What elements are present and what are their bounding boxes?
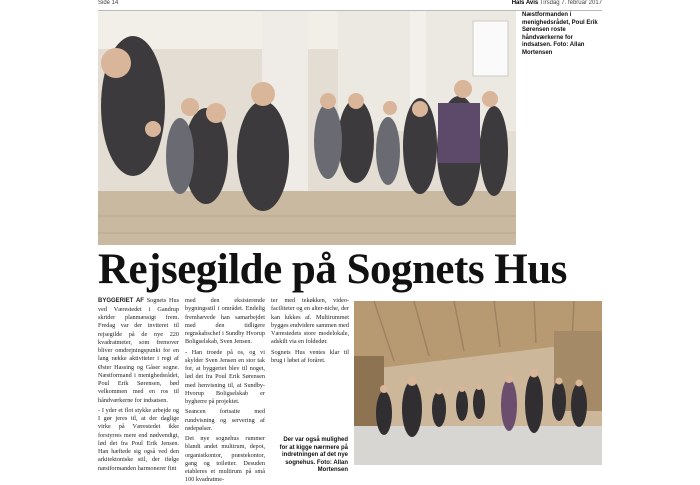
publication-name: Hals Avis [511,0,539,6]
article-paragraph: Sognets Hus ventes klar til brug i løbet af foråret. [271,348,349,364]
article-lead: BYGGERIET AF [98,298,144,304]
article-paragraph: med den eksisterende bygningsstil i området. Endelig fremhævede han samarbejdet med den tidligere regnskabschef i Sundby Hvorup Boligselskab, Sven Jensen. [185,297,265,346]
article-column-2 [185,297,265,484]
top-photo-caption: Næstformanden i menighedsrådet, Poul Erik Sørensen roste håndværkerne for indsatsen. Foto: Allan Mortensen [522,12,598,56]
article-paragraph: Seancen fortsatte med rundvisning og servering af rødepølser. [185,408,265,432]
article-paragraph: Sognets Hus ved Værestedet i Gandrup skrider planmæssigt frem. Fredag var der inviteret til rejsegilde på de nye 220 kvadratmeter, som fremover bliver omdrejningspunkt for en lang række aktiviteter i regi af Øster Hassing og Gåser sogne. Næstformand i menighedsrådet, Poul Erik Sørensen, bød velkommen med en ros til håndværkerne for indsatsen. [98,297,179,404]
issue-date: Tirsdag 7. februar 2017 [539,0,602,6]
page-header [98,0,602,11]
article-paragraph: - I yder et flot stykke arbejde og I gør jeres til, at der daglige virke på Værestedet ikke forstyrres mere end nødvendigt, lød det fra Poul Erik Jensen. Han hæftede sig også ved den arkitektoniske stil, der ifølge næstformanden harmonerer fint [98,406,179,472]
bottom-photo-caption: Der var også mulighed for at kigge nærmere på indretningen af det nye sognehus. Foto: Allan Mortensen [279,437,348,473]
article-paragraph: - Han troede på os, og vi skylder Sven Jensen en stor tak for, at byggeriet blev til noget, lød det fra Poul Erik Sørensen med henvisning til, at Sundby-Hvorup Boligselskab er bygherre på projektet. [185,348,265,405]
page-number: Side 14 [98,0,119,6]
article-column-1 [98,297,179,472]
publication-date [512,0,602,6]
headline: Rejsegilde på Sognets Hus [98,246,567,293]
top-photo [98,11,516,245]
article-paragraph: Det nye sognehus rummer blandt andet multirum, depot, organistkontor, præstekontor, gang og toiletter. Desuden etableres et multirum på små 100 kvadratme- [185,435,265,484]
article-paragraph: ter med tekøkken, video-faciliteter og en alter-niche, der kan lukkes af. Multirummet bygges endvidere sammen med Værestedets store modelokale, adskilt via en foldedør. [271,297,349,346]
